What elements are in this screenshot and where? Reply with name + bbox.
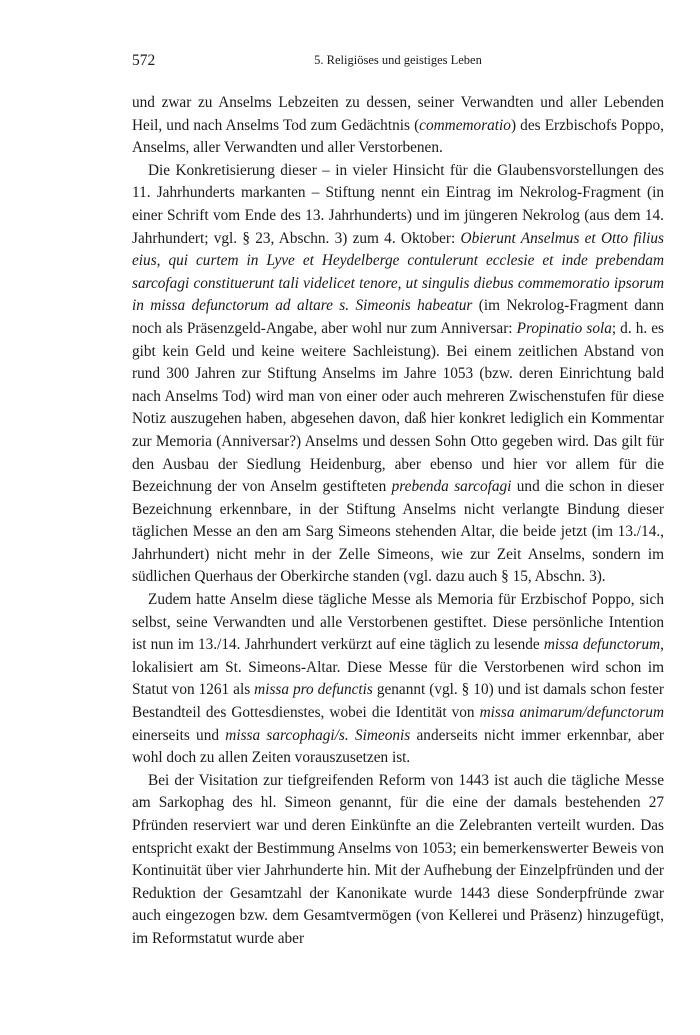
text-run: Zudem hatte Anselm diese tägliche Messe als Memoria für Erzbischof Poppo, sich selbst, seine Verwandten und alle Verstorbenen gestiftet. Diese persönliche Intention ist nun im 13./14. Jahrhundert verkürzt auf eine täglich zu lesende	[132, 591, 664, 654]
italic-text: Obierunt Anselmus et Otto filius eius, qui curtem in Lyve et Heydelberge contulerunt ecclesie et inde prebendam sarcofagi constituerunt tali videlicet tenore, ut singulis diebus commemoratio ipsorum in missa defunctorum ad altare s. Simeonis habeatur	[132, 229, 664, 315]
text-run: genannt (vgl. § 10) und ist damals schon fester Bestandteil des Gottesdienstes, wobei die Identität von	[132, 681, 664, 722]
text-run: Bei der Visitation zur tiefgreifenden Reform von 1443 ist auch die tägliche Messe am Sarkophag des hl. Simeon genannt, für die eine der damals bestehenden 27 Pfründen reserviert war und deren Einkünfte an die Zelebranten verteilt wurden. Das entspricht exakt der Bestimmung Anselms von 1053; ein bemerkenswerter Beweis von Kontinuität über vier Jahrhunderte hin. Mit der Aufhebung der Einzelpfründen und der Reduktion der Gesamtzahl der Kanonikate wurde 1443 diese Sonderpfründe zwar auch eingezogen bzw. dem Gesamtvermögen (von Kellerei und Präsenz) hinzugefügt, im Reformstatut wurde aber	[132, 771, 664, 947]
italic-text: missa defunctorum	[543, 636, 661, 654]
italic-text: missa animarum/defunctorum	[479, 704, 664, 722]
text-run: anderseits nicht immer erkennbar, aber wohl doch zu allen Zeiten vorauszusetzen ist.	[132, 726, 664, 767]
text-run: einerseits und	[132, 726, 226, 744]
text-run: und zwar zu Anselms Lebzeiten zu dessen, seiner Verwandten und aller Lebenden Heil, und nach Anselms Tod zum Gedächtnis (	[132, 94, 664, 134]
book-page	[132, 52, 664, 951]
paragraph	[132, 92, 664, 160]
italic-text: Propinatio sola	[516, 319, 612, 337]
text-run: ; d. h. es gibt kein Geld und keine weitere Sachleistung). Bei einem zeitlichen Abstand von rund 300 Jahren zur Stiftung Anselms im Jahre 1053 (bzw. deren Einrichtung bald nach Anselms Tod) wird man von einer oder auch mehreren Zwischenstufen für diese Notiz auszugehen haben, abgesehen davon, daß hier konkret lediglich ein Kommentar zur Memoria (Anniversar?) Anselms und dessen Sohn Otto gegeben wird. Das gilt für den Ausbau der Siedlung Heidenburg, aber ebenso und hier vor allem für die Bezeichnung der von Anselm gestifteten	[132, 319, 664, 496]
italic-text: missa pro defunctis	[254, 681, 373, 699]
paragraph	[132, 770, 664, 951]
text-run: (im Nekrolog-Fragment dann noch als Präsenzgeld-Angabe, aber wohl nur zum Anniversar:	[132, 297, 664, 337]
text-run: Die Konkretisierung dieser – in vieler Hinsicht für die Glaubensvorstellungen des 11. Jahrhunderts markanten – Stiftung nennt ein Eintrag im Nekrolog-Fragment (in einer Schrift vom Ende des 13. Jahrhunderts) und im jüngeren Nekrolog (aus dem 14. Jahrhundert; vgl. § 23, Abschn. 3) zum 4. Oktober:	[132, 161, 664, 247]
page-number: 572	[132, 52, 156, 69]
paragraph	[132, 160, 664, 589]
italic-text: prebenda sarcofagi	[391, 478, 512, 496]
text-run: , lokalisiert am St. Simeons-Altar. Diese Messe für die Verstorbenen wird schon im Statut von 1261 als	[132, 636, 664, 699]
body-text	[132, 92, 664, 951]
text-run: ) des Erzbischofs Poppo, Anselms, aller Verwandten und aller Verstorbenen.	[132, 116, 664, 157]
text-run: und die schon in dieser Bezeichnung erkennbare, in der Stiftung Anselms nicht verlangte Bindung dieser täglichen Messe an den am Sarg Simeons stehenden Altar, die beide jetzt (im 13./14., Jahrhundert) nicht mehr in der Zelle Simeons, wie zur Zeit Anselms, sondern im südlichen Querhaus der Oberkirche standen (vgl. dazu auch § 15, Abschn. 3).	[132, 478, 664, 586]
italic-text: commemoratio	[419, 116, 511, 134]
italic-text: missa sarcophagi/s. Simeonis	[225, 726, 411, 744]
running-head: 5. Religiöses und geistiges Leben	[314, 53, 482, 67]
paragraph	[132, 589, 664, 770]
page-header	[132, 52, 664, 78]
